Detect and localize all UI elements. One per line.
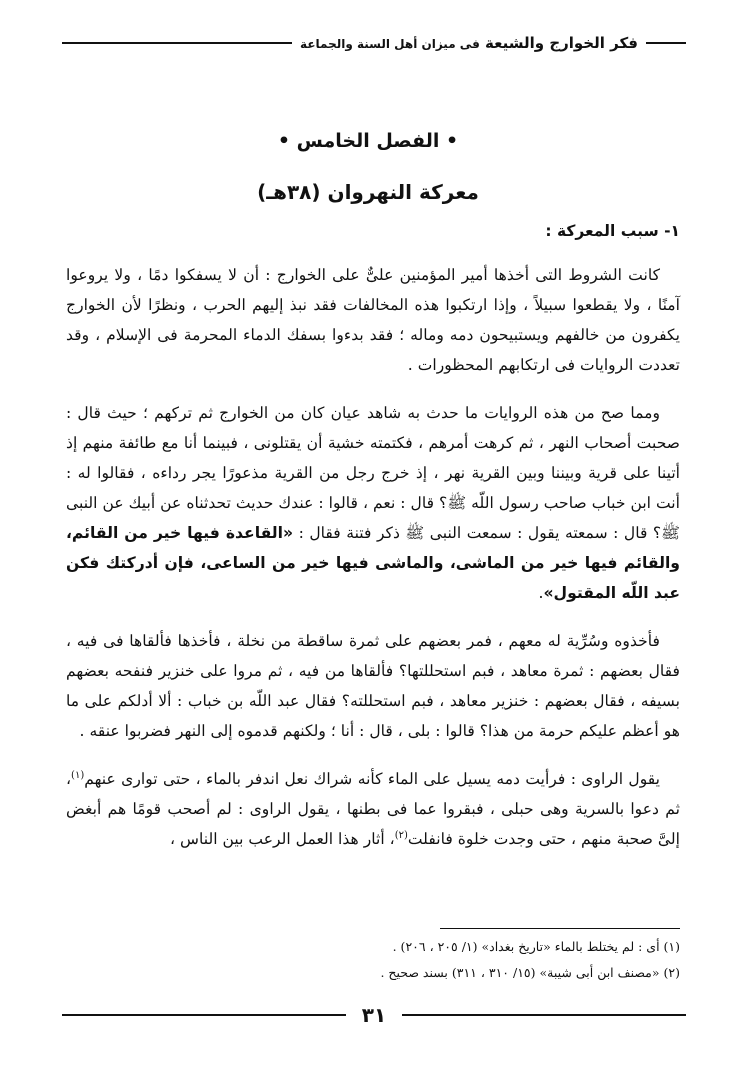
- header-book-title: فكر الخوارج والشيعة: [485, 34, 638, 52]
- paragraph-4-part-c: ، أثار هذا العمل الرعب بين الناس ،: [170, 830, 395, 848]
- chapter-label: • الفصل الخامس •: [277, 130, 459, 152]
- header-rule-left: [62, 42, 292, 44]
- header-title: [292, 34, 646, 52]
- footnote-1: (١) أى : لم يختلط بالماء «تاريخ بغداد» (١/ ٢٠٥ ، ٢٠٦) .: [392, 939, 680, 954]
- running-header: [62, 30, 686, 56]
- footer-rule-right: [402, 1014, 686, 1016]
- body-text: [66, 216, 680, 872]
- paragraph-4-part-b: ، ثم دعوا بالسرية وهى حبلى ، فبقروا عما فى بطنها ، يقول الراوى : لم أصحب قومًا هم أبغض إلىَّ صحبة منهم ، حتى وجدت خلوة فانفلت: [66, 770, 680, 848]
- paragraph-4-part-a: يقول الراوى : فرأيت دمه يسيل على الماء كأنه شراك نعل اندفر بالماء ، حتى توارى عنهم: [84, 770, 660, 788]
- footnote-separator: [440, 928, 680, 929]
- footnotes: [66, 934, 680, 986]
- paragraph-4: [66, 764, 680, 854]
- paragraph-2-end: .: [538, 584, 544, 602]
- page-number: ٣١: [361, 1003, 387, 1027]
- paragraph-2: [66, 398, 680, 608]
- section-heading: ١- سبب المعركة :: [545, 222, 680, 240]
- footnote-ref-2[interactable]: (٢): [394, 829, 408, 841]
- paragraph-1: كانت الشروط التى أخذها أمير المؤمنين علىٌّ على الخوارج : أن لا يسفكوا دمًا ، ولا يروعوا آمنًا ، ولا يقطعوا سبيلاً ، وإذا ارتكبوا هذه المخالفات فقد نبذ إليهم الحرب ، ونظرًا لأن الخوارج يكفرون من خالفهم ويستبيحون دمه وماله ؛ فقد بدءوا بسفك الدماء المحرمة فى الإسلام ، وقد تعددت الروايات فى ارتكابهم المحظورات .: [66, 266, 680, 374]
- chapter-title: معركة النهروان (٣٨هـ): [257, 180, 479, 204]
- header-rule-right: [646, 42, 686, 44]
- footer-rule-left: [62, 1014, 346, 1016]
- header-book-subtitle: فى ميزان أهل السنة والجماعة: [300, 37, 480, 51]
- paragraph-3: فأخذوه وسُرِّية له معهم ، فمر بعضهم على ثمرة ساقطة من نخلة ، فأخذها فألقاها فى فيه ، فقال بعضهم : ثمرة معاهد ، فبم استحللتها؟ فألقاها من فيه ، ثم مروا على خنزير فنفحه بعضهم بسيفه ، فقال بعضهم : خنزير معاهد ، فبم استحللته؟ فقال عبد اللّه بن خباب : ألا أدلكم على ما هو أعظم عليكم حرمة من هذا؟ قالوا : بلى ، قال : أنا ؛ ولكنهم قدموه إلى النهر فضربوا عنقه .: [66, 632, 680, 740]
- paragraph-2-start: ومما صح من هذه الروايات ما حدث به شاهد عيان كان من الخوارج ثم تركهم ؛ حيث قال : صحبت أصحاب النهر ، ثم كرهت أمرهم ، فكتمته خشية أن يقتلونى ، فبينما أنا مع طائفة منهم إذ أتينا على قرية وبيننا وبين القرية نهر ، إذ خرج رجل من القرية مذعورًا يجر رداءه ، فقالوا له : أنت ابن خباب صاحب رسول اللّه ﷺ؟ قال : نعم ، قالوا : عندك حديث تحدثناه عن أبيك عن النبى ﷺ؟ قال : سمعته يقول : سمعت النبى ﷺ ذكر فتنة فقال :: [66, 404, 681, 542]
- footnote-ref-1[interactable]: (١): [71, 769, 85, 781]
- hadith-quote: «القاعدة فيها خير من القائم، والقائم فيها خير من الماشى، والماشى فيها خير من الساعى، فإن أدركتك فكن عبد اللّه المقتول»: [66, 524, 680, 602]
- page-footer: [62, 1000, 686, 1030]
- footnote-2: (٢) «مصنف ابن أبى شيبة» (١٥/ ٣١٠ ، ٣١١) بسند صحيح .: [380, 965, 680, 980]
